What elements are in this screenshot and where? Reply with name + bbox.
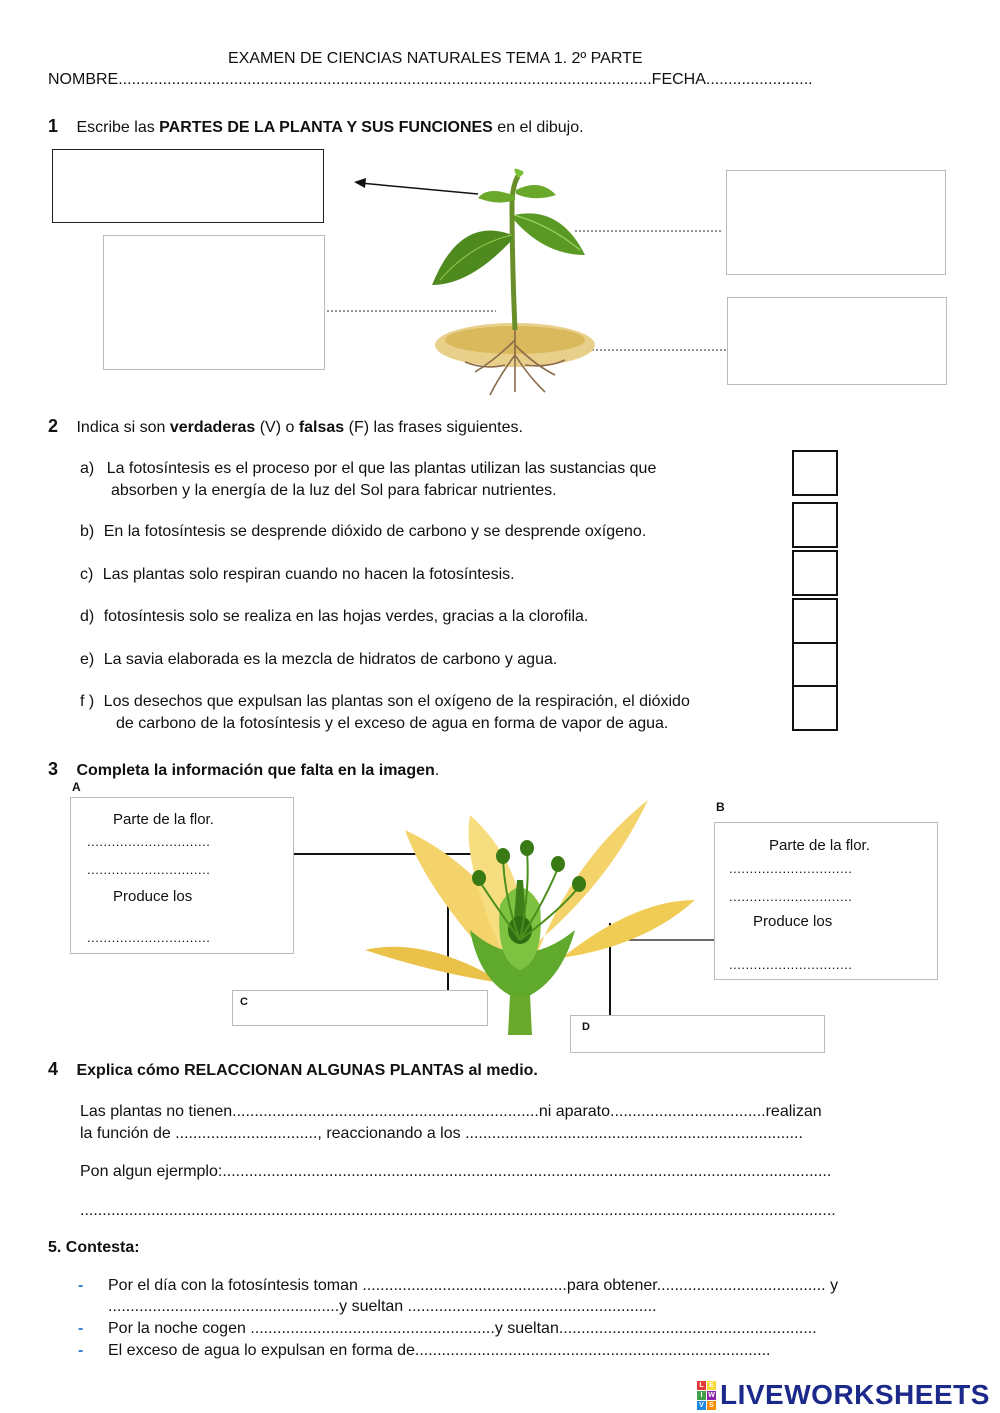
q2-item-b — [80, 522, 646, 542]
q5-item-2-line1: Por la noche cogen .......................................................y sueltan.......................................................... — [108, 1320, 817, 1337]
q2-heading — [48, 416, 523, 438]
q2-answer-box-c[interactable] — [792, 550, 838, 596]
q3-box-b-dots3: .............................. — [729, 957, 853, 972]
q2-number: 2 — [48, 416, 59, 436]
q2-item-label: e) — [80, 651, 95, 668]
q5-bullet: - — [78, 1320, 84, 1337]
exam-title: EXAMEN DE CIENCIAS NATURALES TEMA 1. 2º PARTE — [228, 50, 643, 67]
q2-item-text: La savia elaborada es la mezcla de hidratos de carbono y agua. — [103, 651, 558, 668]
q2-item-a-line2: absorben y la energía de la luz del Sol para fabricar nutrientes. — [111, 482, 557, 499]
q1-heading — [48, 116, 584, 138]
q2-answer-box-e[interactable] — [792, 642, 838, 688]
q4-text: Explica cómo RELACCIONAN ALGUNAS PLANTAS al medio. — [76, 1062, 538, 1079]
logo-letter: W — [708, 1391, 715, 1399]
q3-box-a-dots2: .............................. — [87, 862, 211, 877]
q1-answer-box-top-right[interactable] — [726, 170, 946, 275]
q3-period: . — [434, 762, 440, 779]
logo-letter: E — [707, 1381, 716, 1390]
q3-box-b-line1: Parte de la flor. — [769, 837, 870, 854]
q2-item-a — [80, 459, 656, 479]
q4-line4: .......................................................................................................................................................................... — [80, 1202, 836, 1219]
q2-answer-box-d[interactable] — [792, 598, 838, 644]
q2-item-label: c) — [80, 566, 94, 583]
q2-text-e: (F) las frases siguientes. — [344, 419, 523, 436]
q3-heading — [48, 759, 439, 781]
logo-text: LIVEWORKSHEETS — [720, 1379, 990, 1410]
q1-text-suffix: en el dibujo. — [492, 119, 584, 136]
logo-letter: S — [707, 1401, 716, 1410]
q4-number: 4 — [48, 1059, 59, 1079]
q3-box-a-dots3: .............................. — [87, 930, 211, 945]
q3-box-a-dots1: .............................. — [87, 834, 211, 849]
q2-item-label: f ) — [80, 693, 95, 710]
q1-number: 1 — [48, 116, 59, 136]
q3-box-d[interactable] — [570, 1015, 825, 1053]
q1-text-prefix: Escribe las — [76, 119, 160, 136]
q2-item-d — [80, 607, 588, 627]
q3-letter-d: D — [582, 1021, 590, 1033]
q3-box-c[interactable] — [232, 990, 488, 1026]
q2-item-text: La fotosíntesis es el proceso por el que las plantas utilizan las sustancias que — [106, 460, 657, 477]
q2-item-label: d) — [80, 608, 95, 625]
q4-line1: Las plantas no tienen.....................................................................ni aparato...................................realizan — [80, 1103, 822, 1120]
q4-line2: la función de ................................, reaccionando a los ............................................................................ — [80, 1125, 803, 1142]
q2-item-text: Los desechos que expulsan las plantas son el oxígeno de la respiración, el dióxido — [103, 693, 690, 710]
q2-text-false: falsas — [298, 419, 345, 436]
q2-text-c: (V) o — [255, 419, 299, 436]
q2-item-text: fotosíntesis solo se realiza en las hojas verdes, gracias a la clorofila. — [103, 608, 589, 625]
q2-item-text: En la fotosíntesis se desprende dióxido de carbono y se desprende oxígeno. — [103, 523, 647, 540]
logo-letter: V — [697, 1401, 706, 1410]
q2-text-true: verdaderas — [169, 419, 256, 436]
q3-letter-a: A — [72, 780, 81, 794]
q1-answer-box-top-left[interactable] — [52, 149, 324, 223]
logo-mark-icon — [697, 1381, 716, 1410]
q2-item-c — [80, 565, 515, 585]
q5-bullet: - — [78, 1342, 84, 1359]
q3-number: 3 — [48, 759, 59, 779]
q2-item-f — [80, 692, 690, 712]
q5-bullet: - — [78, 1277, 84, 1294]
q3-box-a-line1: Parte de la flor. — [113, 811, 214, 828]
q3-letter-c: C — [240, 996, 248, 1008]
q1-text-bold: PARTES DE LA PLANTA Y SUS FUNCIONES — [159, 119, 493, 136]
q3-letter-b: B — [716, 800, 725, 814]
q2-item-label: a) — [80, 460, 95, 477]
liveworksheets-logo — [697, 1380, 990, 1410]
q3-box-b[interactable] — [714, 822, 938, 980]
q3-box-a-line2: Produce los — [113, 888, 193, 905]
name-date-line: NOMBRE........................................................................................................................FECHA........................ — [48, 71, 813, 88]
q2-answer-box-f[interactable] — [792, 685, 838, 731]
q3-box-b-dots1: .............................. — [729, 861, 853, 876]
q2-item-text: Las plantas solo respiran cuando no hacen la fotosíntesis. — [102, 566, 515, 583]
q3-text: Completa la información que falta en la imagen — [76, 762, 435, 779]
q4-line3: Pon algun ejermplo:......................................................................................................................................... — [80, 1163, 832, 1180]
logo-letter: L — [697, 1381, 706, 1390]
q1-answer-box-bottom-right[interactable] — [727, 297, 947, 385]
q2-answer-box-a[interactable] — [792, 450, 838, 496]
logo-letter: I — [697, 1391, 706, 1400]
q4-heading — [48, 1059, 538, 1081]
q3-box-a[interactable] — [70, 797, 294, 954]
q1-answer-box-left[interactable] — [103, 235, 325, 370]
q5-item-3-line1: El exceso de agua lo expulsan en forma de................................................................................ — [108, 1342, 771, 1359]
q2-text-a: Indica si son — [76, 419, 170, 436]
q3-box-b-dots2: .............................. — [729, 889, 853, 904]
q3-box-b-line2: Produce los — [753, 913, 833, 930]
q5-item-1-line2: ....................................................y sueltan ........................................................ — [108, 1298, 657, 1315]
q2-item-e — [80, 650, 557, 670]
q2-item-label: b) — [80, 523, 95, 540]
q2-answer-box-b[interactable] — [792, 502, 838, 548]
q5-heading: 5. Contesta: — [48, 1239, 140, 1256]
q5-item-1-line1: Por el día con la fotosíntesis toman ..............................................para obtener...................................... y — [108, 1277, 839, 1294]
q2-item-f-line2: de carbono de la fotosíntesis y el exceso de agua en forma de vapor de agua. — [116, 715, 669, 732]
